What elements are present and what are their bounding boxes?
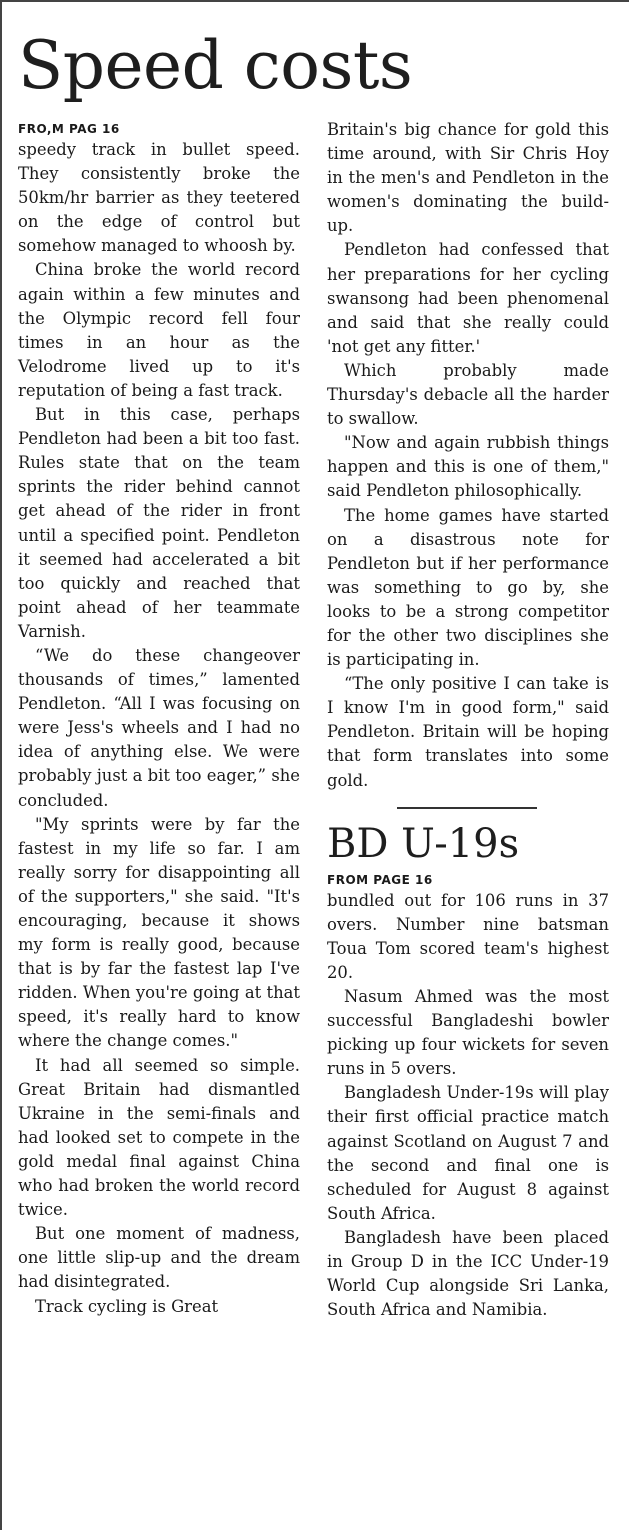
article-paragraph: Track cycling is Great [35,1296,219,1316]
page-frame-top [0,0,629,2]
column-right [327,118,609,1322]
article-paragraph: Bangladesh Under-19s will play their first official practice match against Scotland on August 7 and the second and final one is scheduled for August 8 against South Africa. [327,1083,609,1223]
article-paragraph: But one moment of madness, one little slip-up and the dream had disintegrated. [18,1224,300,1292]
article-paragraph: Britain's big chance for gold this time around, with Sir Chris Hoy in the men's and Pendleton in the women's dominating the build-up. [327,120,609,236]
jump-kicker: FROM PAGE 16 [327,872,433,887]
article-paragraph: China broke the world record again within a few minutes and the Olympic record fell four times in an hour as the Velodrome lived up to it's reputation of being a fast track. [18,260,300,400]
headline-speed-costs: Speed costs [18,27,413,104]
article-paragraph: Which probably made Thursday's debacle all the harder to swallow. [327,360,609,429]
page-frame-left [0,0,2,1530]
article-paragraph: The home games have started on a disastrous note for Pendleton but if her performance was something to go by, she looks to be a strong competitor for the other two disciplines she is participating in. [327,505,609,670]
article-paragraph: "Now and again rubbish things happen and this is one of them," said Pendleton philosophically. [327,433,609,501]
article-paragraph: Pendleton had confessed that her preparations for her cycling swansong had been phenomenal and said that she really could 'not get any fitter.' [327,240,609,356]
headline-bd-u19s: BD U-19s [327,820,520,867]
article-paragraph: Bangladesh have been placed in Group D in the ICC Under-19 World Cup alongside Sri Lanka, South Africa and Namibia. [327,1227,609,1320]
article-paragraph: speedy track in bullet speed. They consistently broke the 50km/hr barrier as they teetered on the edge of control but somehow managed to whoosh by. [18,140,300,256]
article-paragraph: “We do these changeover thousands of times,” lamented Pendleton. “All I was focusing on were Jess's wheels and I had no idea of anything else. We were probably just a bit too eager,” she concluded. [18,645,300,810]
article-paragraph: “The only positive I can take is I know I'm in good form," said Pendleton. Britain will be hoping that form translates into some gold. [327,674,609,790]
article-paragraph: But in this case, perhaps Pendleton had been a bit too fast. Rules state that on the team sprints the rider behind cannot get ahead of the rider in front until a specified point. Pendleton it seemed had accelerated a bit too quickly and reached that point ahead of her teammate Varnish. [18,405,300,641]
article-paragraph: "My sprints were by far the fastest in my life so far. I am really sorry for disappointing all of the supporters," she said. "It's encouraging, because it shows my form is really good, because that is by far the fastest lap I've ridden. When you're going at that speed, it's really hard to know where the change comes." [18,814,300,1051]
section-divider [397,807,537,809]
article-paragraph: Nasum Ahmed was the most successful Bangladeshi bowler picking up four wickets for seven runs in 5 overs. [327,987,609,1079]
jump-kicker: FRO,M PAG 16 [18,122,120,136]
column-left [18,118,300,1319]
article-paragraph: bundled out for 106 runs in 37 overs. Number nine batsman Toua Tom scored team's highest 20. [327,890,609,982]
article-paragraph: It had all seemed so simple. Great Britain had dismantled Ukraine in the semi-finals and had looked set to compete in the gold medal final against China who had broken the world record twice. [18,1055,300,1220]
